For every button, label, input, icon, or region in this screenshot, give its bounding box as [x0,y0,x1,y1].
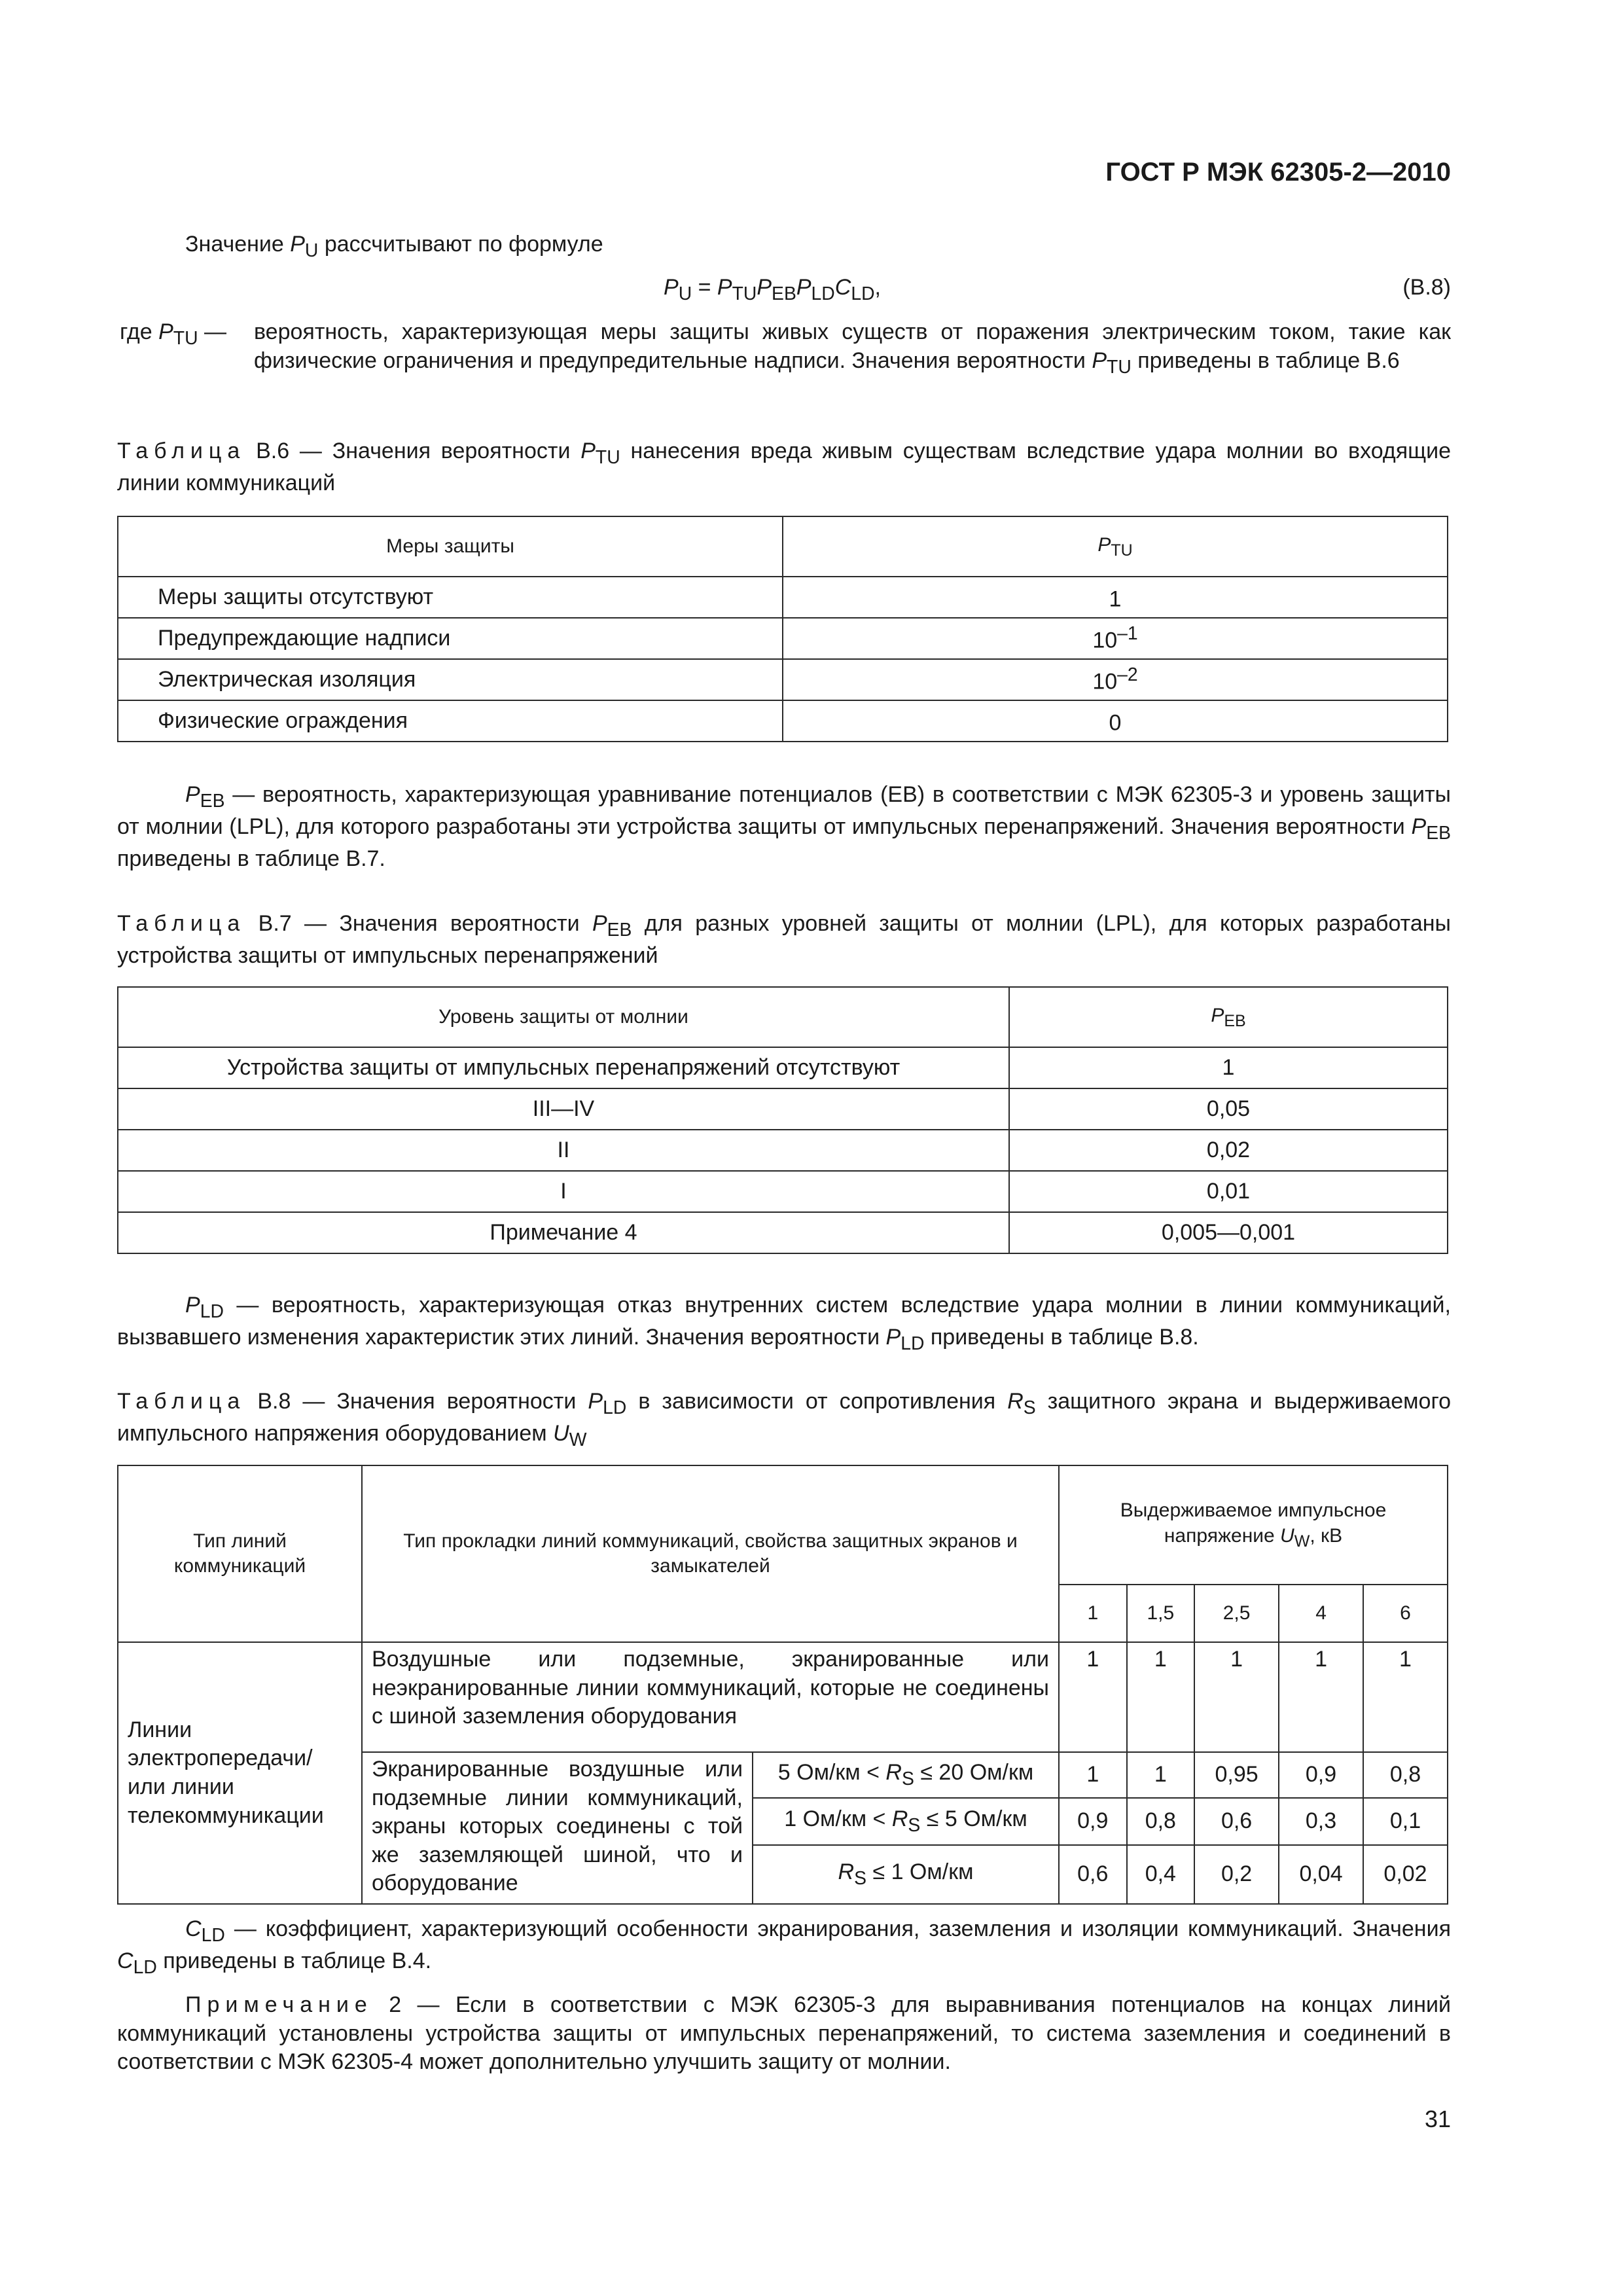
table-row: Предупреждающие надписи $10^{-1}$ [118,618,1448,659]
table-row: II 0,02 [118,1130,1448,1171]
note-2: Примечание 2 — Если в соответствии с МЭК 62305-3 для выравнивания потенциалов на концах линий коммуникаций установлены устройства защиты от импульсных перенапряжений, то система заземления и соединений в соответствии с МЭК 62305-4 может дополнительно улучшить защиту от молнии. [117,1992,1451,2075]
table-b7 [117,986,1448,1254]
table-row: I 0,01 [118,1171,1448,1212]
table-b7-caption: Таблица B.7 — Значения вероятности $P_{EB}$ для разных уровней защиты от молнии (LPL), для которых разработаны устройства защиты от импульсных перенапряжений [117,911,1451,969]
table-b8-col-line-type: Тип линий коммуникаций [118,1465,362,1642]
shielded-description: Экранированные воздушные или подземные линии коммуникаций, экраны которых соединены с той же заземляющей шиной, что и оборудование [362,1752,753,1904]
document-code: ГОСТ Р МЭК 62305-2—2010 [1105,158,1451,187]
table-row: Меры защиты отсутствуют 1 [118,577,1448,618]
table-b8-caption: Таблица B.8 — Значения вероятности $P_{LD}$ в зависимости от сопротивления $R_S$ защитного экрана и выдерживаемого импульсного напряжения оборудованием $U_W$ [117,1389,1452,1450]
table-b7-col-level: Уровень защиты от молнии [118,987,1009,1047]
table-row: $R_S \le 1$ Ом/км 0,6 0,4 0,2 0,04 0,02 [118,1845,1448,1904]
voltage-value: 1,5 [1127,1585,1195,1642]
table-b8-col-voltage: Выдерживаемое импульсное напряжение $U_W$, кВ [1059,1465,1448,1585]
table-b8-col-laying: Тип прокладки линий коммуникаций, свойства защитных экранов и замыкателей [362,1465,1059,1642]
table-b6-col-ptu: $P_{TU}$ [783,516,1448,577]
table-row: Физические ограждения 0 [118,700,1448,742]
table-b6-col-measures: Меры защиты [118,516,783,577]
table-row: Примечание 4 0,005—0,001 [118,1212,1448,1253]
table-b8 [117,1465,1448,1905]
peb-paragraph: $P_{EB}$ — вероятность, характеризующая уравнивание потенциалов (ЕВ) в соответствии с МЭК 62305-3 и уровень защиты от молнии (LPL), для которого разработаны эти устройства защиты от импульсных перенапряжений. Значения вероятности $P_{EB}$ приведены в таблице B.7. [117,782,1451,872]
table-row: Устройства защиты от импульсных перенапряжений отсутствуют 1 [118,1047,1448,1088]
cld-paragraph: $C_{LD}$ — коэффициент, характеризующий особенности экранирования, заземления и изоляции коммуникаций. Значения $C_{LD}$ приведены в таблице B.4. [117,1916,1451,1978]
formula-number: (B.8) [1402,275,1451,300]
table-b6-caption: Таблица B.6 — Значения вероятности $P_{TU}$ нанесения вреда живым существам вследствие удара молнии во входящие линии коммуникаций [117,439,1451,496]
where-lead: где $P_{TU}$ — [120,319,226,349]
table-b7-col-peb: $P_{EB}$ [1009,987,1448,1047]
table-row: Экранированные воздушные или подземные линии коммуникаций, экраны которых соединены с той же заземляющей шиной, что и оборудование 5 $Ом/км < R_S \le 20$ Ом/км 1 1 0,95 0,9 0,8 [118,1752,1448,1798]
table-b6 [117,516,1448,742]
voltage-value: 4 [1279,1585,1363,1642]
table-row: Линии электропередачи/ или линии телекоммуникации Воздушные или подземные, экранированные или неэкранированные линии коммуникаций, которые не соединены с шиной заземления оборудования 1 1 1 1 1 [118,1642,1448,1752]
voltage-value: 1 [1059,1585,1127,1642]
line-type-cell: Линии электропередачи/ или линии телекоммуникации [118,1642,362,1904]
where-definition: вероятность, характеризующая меры защиты живых существ от поражения электрическим током, такие как физические ограничения и предупредительные надписи. Значения вероятности $P_{TU}$ приведены в таблице B.6 [254,319,1451,378]
table-row: III—IV 0,05 [118,1088,1448,1130]
voltage-value: 6 [1363,1585,1448,1642]
table-row: 1 $Ом/км < R_S \le 5$ Ом/км 0,9 0,8 0,6 0,3 0,1 [118,1798,1448,1845]
formula-b8: $P_U = P_{TU}P_{EB}P_{LD}C_{LD}$, [664,275,881,304]
page-number: 31 [1424,2106,1451,2132]
voltage-value: 2,5 [1194,1585,1279,1642]
formula-intro: Значение $P_U$ рассчитывают по формуле [185,232,603,261]
pld-paragraph: $P_{LD}$ — вероятность, характеризующая отказ внутренних систем вследствие удара молнии в линии коммуникаций, вызвавшего изменения характеристик этих линий. Значения вероятности $P_{LD}$ приведены в таблице B.8. [117,1293,1451,1354]
table-row: Электрическая изоляция $10^{-2}$ [118,659,1448,700]
